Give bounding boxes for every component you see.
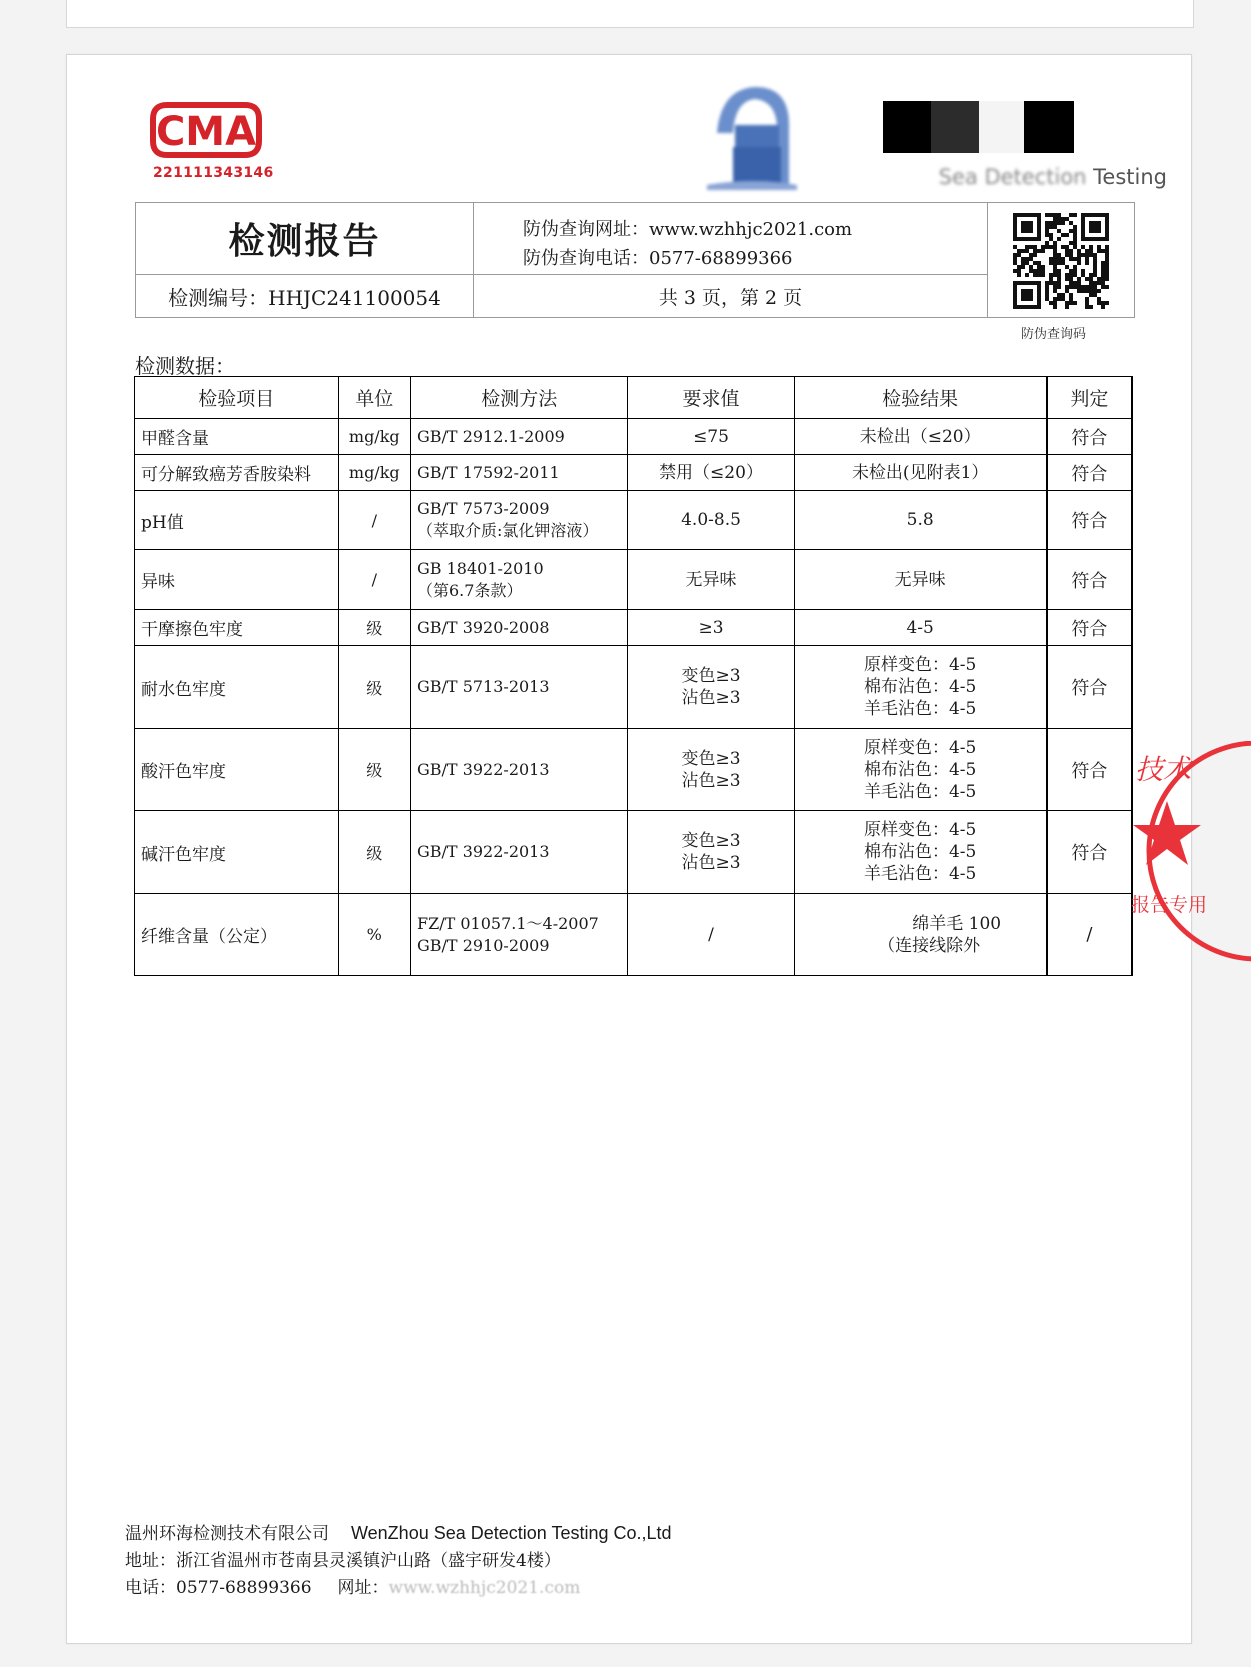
- cell-method: GB/T 3922-2013: [411, 729, 628, 811]
- footer-contact-line: [125, 1575, 672, 1602]
- cell-item: 酸汗色牢度: [135, 729, 339, 811]
- seal-text-top: 技术: [1135, 753, 1192, 786]
- cell-unit: 级: [338, 811, 410, 894]
- method-line: （第6.7条款）: [417, 580, 523, 600]
- antifake-url: 防伪查询网址：www.wzhhjc2021.com: [523, 219, 853, 240]
- section-label: 检测数据：: [135, 354, 235, 378]
- cell-method: [411, 894, 628, 976]
- cell-method: GB/T 2912.1-2009: [411, 419, 628, 455]
- company-name-cn: 温州环海检测技术有限公司: [125, 1524, 329, 1544]
- cell-item: 异味: [135, 550, 339, 610]
- cell-unit: %: [338, 894, 410, 976]
- cell-requirement: 禁用（≤20）: [628, 455, 794, 491]
- cell-result: [794, 894, 1047, 976]
- cell-judgement: 符合: [1047, 419, 1132, 455]
- cell-method: [411, 491, 628, 550]
- cell-requirement: 4.0-8.5: [628, 491, 794, 550]
- cell-requirement: [628, 729, 794, 811]
- requirement-line: 变色≥3: [681, 831, 741, 851]
- header-method: 检测方法: [411, 377, 628, 419]
- cma-mark-icon: [147, 97, 265, 163]
- header-requirement: 要求值: [628, 377, 794, 419]
- cma-code: 221111343146: [153, 165, 274, 181]
- cell-item: 耐水色牢度: [135, 646, 339, 729]
- seal-text-bottom: 报告专用: [1131, 894, 1208, 916]
- requirement-line: 沾色≥3: [681, 853, 741, 873]
- cell-judgement: 符合: [1047, 811, 1132, 894]
- cell-unit: 级: [338, 646, 410, 729]
- result-line: 羊毛沾色：4-5: [863, 781, 977, 802]
- cell-method: GB/T 17592-2011: [411, 455, 628, 491]
- previous-page-edge: [66, 0, 1194, 28]
- qr-caption: 防伪查询码: [1021, 327, 1087, 342]
- cell-unit: mg/kg: [338, 455, 410, 491]
- result-line: 羊毛沾色：4-5: [863, 864, 977, 884]
- table-header-row: [135, 377, 1133, 419]
- cell-judgement: 符合: [1047, 550, 1132, 610]
- company-logo-icon: [707, 85, 797, 190]
- cell-result: [794, 811, 1047, 894]
- cell-item: 甲醛含量: [135, 419, 339, 455]
- table-row: [135, 646, 1133, 729]
- cell-result: 5.8: [794, 491, 1047, 550]
- result-line: 原样变色：4-5: [863, 655, 977, 675]
- cma-logo: [147, 97, 274, 181]
- cell-unit: /: [338, 550, 410, 610]
- table-row: [135, 455, 1133, 491]
- cell-requirement: [628, 811, 794, 894]
- footer-phone: 电话：0577-68899366: [125, 1578, 312, 1598]
- cell-requirement: [628, 646, 794, 729]
- cell-item: 碱汗色牢度: [135, 811, 339, 894]
- header-judgement: 判定: [1047, 377, 1132, 419]
- result-line: 棉布沾色：4-5: [863, 842, 977, 862]
- brand-name: [867, 165, 1167, 189]
- report-number: 检测编号：HHJC241100054: [136, 275, 474, 318]
- requirement-line: 变色≥3: [681, 666, 741, 686]
- method-line: （萃取介质:氯化钾溶液）: [417, 521, 599, 540]
- result-line: （连接线除外: [878, 935, 981, 956]
- report-title: 检测报告: [136, 203, 474, 275]
- table-row: [135, 729, 1133, 811]
- result-line: 棉布沾色：4-5: [863, 759, 977, 780]
- cell-judgement: 符合: [1047, 491, 1132, 550]
- footer-company-line: [125, 1520, 672, 1548]
- cell-requirement: ≤75: [628, 419, 794, 455]
- table-row: [135, 550, 1133, 610]
- header-unit: 单位: [338, 377, 410, 419]
- company-name-en: WenZhou Sea Detection Testing Co.,Ltd: [351, 1523, 672, 1543]
- cell-method: [411, 550, 628, 610]
- header-result: 检验结果: [794, 377, 1047, 419]
- result-line: 羊毛沾色：4-5: [863, 699, 977, 719]
- cell-method: GB/T 5713-2013: [411, 646, 628, 729]
- method-line: GB/T 2910-2009: [417, 935, 550, 955]
- method-line: FZ/T 01057.1～4-2007: [417, 913, 599, 933]
- cell-method: GB/T 3920-2008: [411, 610, 628, 646]
- cell-judgement: 符合: [1047, 646, 1132, 729]
- cell-unit: /: [338, 491, 410, 550]
- table-row: [135, 491, 1133, 550]
- footer: [125, 1520, 672, 1602]
- cell-requirement: ≥3: [628, 610, 794, 646]
- report-header-table: [135, 202, 1135, 318]
- brand-name-visible: Testing: [1093, 165, 1167, 189]
- cell-item: pH值: [135, 491, 339, 550]
- cell-unit: 级: [338, 729, 410, 811]
- requirement-line: 变色≥3: [681, 748, 741, 769]
- redacted-brand-mark: [883, 101, 1098, 159]
- official-seal-icon: [1127, 741, 1251, 1001]
- report-page: [66, 54, 1208, 1644]
- requirement-line: 沾色≥3: [681, 688, 741, 708]
- qr-code-icon: [988, 203, 1134, 318]
- cell-result: [794, 646, 1047, 729]
- cell-item: 干摩擦色牢度: [135, 610, 339, 646]
- cell-judgement: 符合: [1047, 455, 1132, 491]
- cell-unit: mg/kg: [338, 419, 410, 455]
- cell-item: 可分解致癌芳香胺染料: [135, 455, 339, 491]
- table-row: [135, 811, 1133, 894]
- method-line: GB/T 7573-2009: [417, 499, 550, 518]
- cell-requirement: /: [628, 894, 794, 976]
- footer-website: www.wzhhjc2021.com: [388, 1578, 581, 1598]
- cell-result: 4-5: [794, 610, 1047, 646]
- cell-result: [794, 729, 1047, 811]
- cell-item: 纤维含量（公定）: [135, 894, 339, 976]
- result-line: 原样变色：4-5: [863, 820, 977, 840]
- header-item: 检验项目: [135, 377, 339, 419]
- result-line: 原样变色：4-5: [863, 737, 977, 758]
- antifake-info: [474, 203, 988, 275]
- cell-method: GB/T 3922-2013: [411, 811, 628, 894]
- cma-logo-text: CMA: [155, 109, 257, 155]
- table-row: [135, 610, 1133, 646]
- table-row: [135, 419, 1133, 455]
- footer-address: 地址：浙江省温州市苍南县灵溪镇沪山路（盛宇研发4楼）: [125, 1551, 561, 1571]
- cell-requirement: 无异味: [628, 550, 794, 610]
- cell-result: 未检出（≤20）: [794, 419, 1047, 455]
- cell-judgement: /: [1047, 894, 1132, 976]
- antifake-phone: 防伪查询电话：0577-68899366: [523, 248, 793, 269]
- result-line: 绵羊毛 100: [912, 913, 1002, 934]
- cell-result: 未检出(见附表1）: [794, 455, 1047, 491]
- requirement-line: 沾色≥3: [681, 770, 741, 791]
- footer-website-label: 网址：: [337, 1578, 389, 1598]
- test-data-table: [134, 376, 1133, 976]
- cell-judgement: 符合: [1047, 729, 1132, 811]
- page-count: 共 3 页，第 2 页: [474, 275, 988, 318]
- cell-judgement: 符合: [1047, 610, 1132, 646]
- brand-name-blurred: Sea Detection: [938, 165, 1087, 189]
- cell-result: 无异味: [794, 550, 1047, 610]
- cell-unit: 级: [338, 610, 410, 646]
- method-line: GB 18401-2010: [417, 558, 544, 578]
- table-row: [135, 894, 1133, 976]
- result-line: 棉布沾色：4-5: [863, 677, 977, 697]
